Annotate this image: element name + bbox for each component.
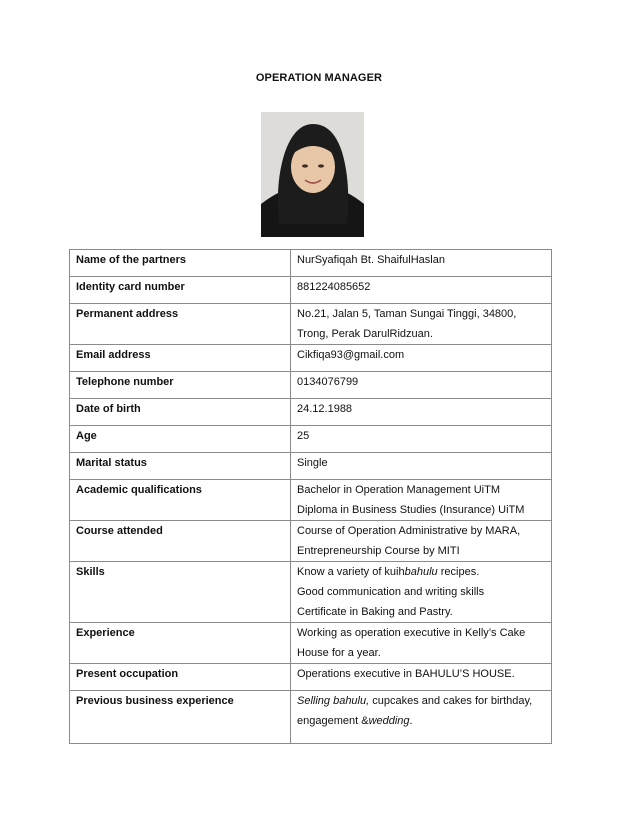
field-label: Identity card number bbox=[70, 277, 291, 304]
value-text: Bachelor in Operation Management UiTM bbox=[297, 484, 500, 496]
italic-text: wedding bbox=[368, 715, 410, 727]
value-text: 881224085652 bbox=[297, 281, 371, 293]
value-line bbox=[297, 324, 545, 344]
field-label: Telephone number bbox=[70, 372, 291, 399]
field-value bbox=[291, 426, 552, 453]
value-text: Good communication and writing skills bbox=[297, 586, 485, 598]
page-title: OPERATION MANAGER bbox=[255, 72, 383, 84]
value-line bbox=[297, 250, 545, 270]
table-row bbox=[70, 521, 552, 562]
value-line bbox=[297, 521, 545, 541]
table-row bbox=[70, 277, 552, 304]
table-row bbox=[70, 426, 552, 453]
value-line bbox=[297, 304, 545, 324]
profile-photo bbox=[261, 112, 364, 237]
field-label: Age bbox=[70, 426, 291, 453]
field-label: Skills bbox=[70, 562, 291, 623]
table-row bbox=[70, 304, 552, 345]
value-text: Trong, Perak DarulRidzuan. bbox=[297, 328, 433, 340]
value-line bbox=[297, 691, 545, 711]
field-value bbox=[291, 521, 552, 562]
value-text: . bbox=[409, 715, 413, 727]
field-label: Experience bbox=[70, 623, 291, 664]
value-line bbox=[297, 480, 545, 500]
field-value bbox=[291, 562, 552, 623]
value-line bbox=[297, 562, 545, 582]
value-text: Diploma in Business Studies (Insurance) UiTM bbox=[297, 504, 525, 516]
value-line bbox=[297, 541, 545, 561]
value-line bbox=[297, 623, 545, 643]
table-row bbox=[70, 250, 552, 277]
table-row bbox=[70, 480, 552, 521]
value-line bbox=[297, 345, 545, 365]
value-text: 24.12.1988 bbox=[297, 403, 353, 415]
table-row bbox=[70, 562, 552, 623]
table-row bbox=[70, 345, 552, 372]
value-text: Working as operation executive in Kelly’s Cake bbox=[297, 627, 526, 639]
field-label: Date of birth bbox=[70, 399, 291, 426]
field-label: Academic qualifications bbox=[70, 480, 291, 521]
value-text: Entrepreneurship Course by MITI bbox=[297, 545, 460, 557]
profile-photo-image bbox=[261, 112, 364, 237]
value-text: Course of Operation Administrative by MARA, bbox=[297, 525, 521, 537]
value-line bbox=[297, 372, 545, 392]
field-value bbox=[291, 453, 552, 480]
value-text: NurSyafiqah Bt. ShaifulHaslan bbox=[297, 254, 445, 266]
field-value bbox=[291, 304, 552, 345]
value-line bbox=[297, 664, 545, 684]
field-value bbox=[291, 250, 552, 277]
field-label: Name of the partners bbox=[70, 250, 291, 277]
value-line bbox=[297, 426, 545, 446]
table-row bbox=[70, 691, 552, 744]
value-text: Operations executive in BAHULU’S HOUSE. bbox=[297, 668, 515, 680]
table-row bbox=[70, 372, 552, 399]
value-text: Certificate in Baking and Pastry. bbox=[297, 606, 453, 618]
field-label: Permanent address bbox=[70, 304, 291, 345]
value-line bbox=[297, 643, 545, 663]
field-value bbox=[291, 277, 552, 304]
profile-table bbox=[69, 249, 552, 744]
value-text: Single bbox=[297, 457, 328, 469]
value-line bbox=[297, 399, 545, 419]
value-text: No.21, Jalan 5, Taman Sungai Tinggi, 34800, bbox=[297, 308, 517, 320]
field-label: Previous business experience bbox=[70, 691, 291, 744]
italic-text: bahulu bbox=[404, 566, 438, 578]
value-line bbox=[297, 711, 545, 731]
value-text: House for a year. bbox=[297, 647, 381, 659]
field-label: Present occupation bbox=[70, 664, 291, 691]
value-text: 0134076799 bbox=[297, 376, 359, 388]
field-value bbox=[291, 399, 552, 426]
table-row bbox=[70, 664, 552, 691]
italic-text: Selling bahulu, bbox=[297, 695, 370, 707]
value-line bbox=[297, 277, 545, 297]
field-value bbox=[291, 664, 552, 691]
field-value bbox=[291, 345, 552, 372]
value-line bbox=[297, 500, 545, 520]
value-line bbox=[297, 602, 545, 622]
value-line bbox=[297, 582, 545, 602]
value-text: 25 bbox=[297, 430, 310, 442]
table-row bbox=[70, 623, 552, 664]
field-value bbox=[291, 623, 552, 664]
field-label: Marital status bbox=[70, 453, 291, 480]
value-text: engagement & bbox=[297, 715, 369, 727]
table-row bbox=[70, 453, 552, 480]
field-value bbox=[291, 372, 552, 399]
field-label: Email address bbox=[70, 345, 291, 372]
value-line bbox=[297, 453, 545, 473]
field-value bbox=[291, 691, 552, 744]
value-text: Cikfiqa93@gmail.com bbox=[297, 349, 405, 361]
value-text: cupcakes and cakes for birthday, bbox=[369, 695, 533, 707]
field-label: Course attended bbox=[70, 521, 291, 562]
value-text: recipes. bbox=[437, 566, 480, 578]
table-row bbox=[70, 399, 552, 426]
value-text: Know a variety of kuih bbox=[297, 566, 405, 578]
field-value bbox=[291, 480, 552, 521]
